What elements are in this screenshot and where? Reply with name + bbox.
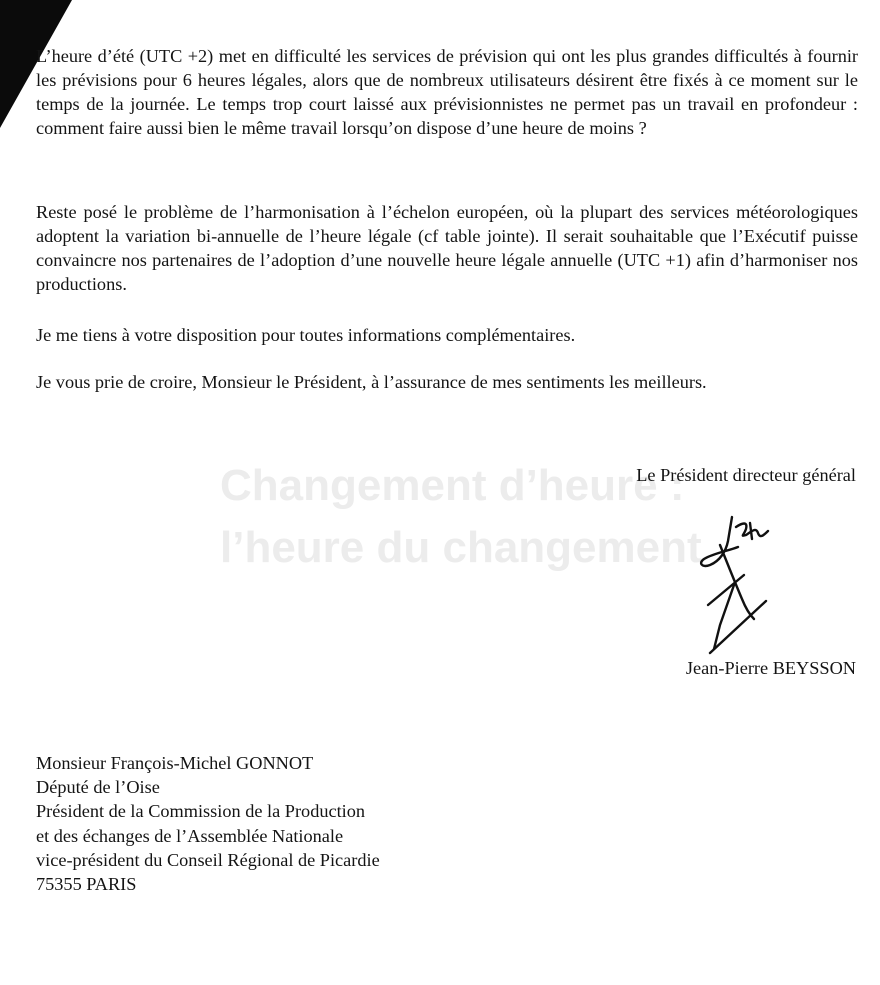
handwritten-signature	[680, 505, 780, 655]
recipient-address	[36, 751, 380, 896]
signatory-name: Jean-Pierre BEYSSON	[685, 658, 856, 678]
recipient-line: vice-président du Conseil Régional de Picardie	[36, 849, 380, 870]
show-through-line: l’heure du changement	[220, 523, 702, 572]
recipient-line: Député de l’Oise	[36, 777, 160, 798]
closing-paragraph: Je vous prie de croire, Monsieur le Président, à l’assurance de mes sentiments les meilleurs.	[36, 372, 707, 392]
recipient-line: Président de la Commission de la Production	[36, 801, 366, 822]
recipient-line: Monsieur François-Michel GONNOT	[36, 753, 314, 773]
body-paragraph-2: Reste posé le problème de l’harmonisation à l’échelon européen, où la plupart des services météorologiques adoptent la variation bi-annuelle de l’heure légale (cf table jointe). Il serait souhaitable que l’Exécutif puisse convaincre nos partenaires de l’adoption d’une nouvelle heure légale annuelle (UTC +1) afin d’harmoniser nos productions.	[36, 202, 858, 294]
body-paragraph-1: L’heure d’été (UTC +2) met en difficulté les services de prévision qui ont les plus grandes difficultés à fournir les prévisions pour 6 heures légales, alors que de nombreux utilisateurs désirent être fixés à ce moment sur le temps de la journée. Le temps trop court laissé aux prévisionnistes ne permet pas un travail en profondeur : comment faire aussi bien le même travail lorsqu’on dispose d’une heure de moins ?	[36, 46, 858, 138]
recipient-line: et des échanges de l’Assemblée Nationale	[36, 825, 344, 846]
recipient-line: 75355 PARIS	[36, 874, 137, 895]
signatory-title: Le Président directeur général	[636, 465, 856, 485]
show-through-line: Changement d’heure :	[220, 461, 685, 510]
body-paragraph-3: Je me tiens à votre disposition pour toutes informations complémentaires.	[36, 325, 576, 345]
